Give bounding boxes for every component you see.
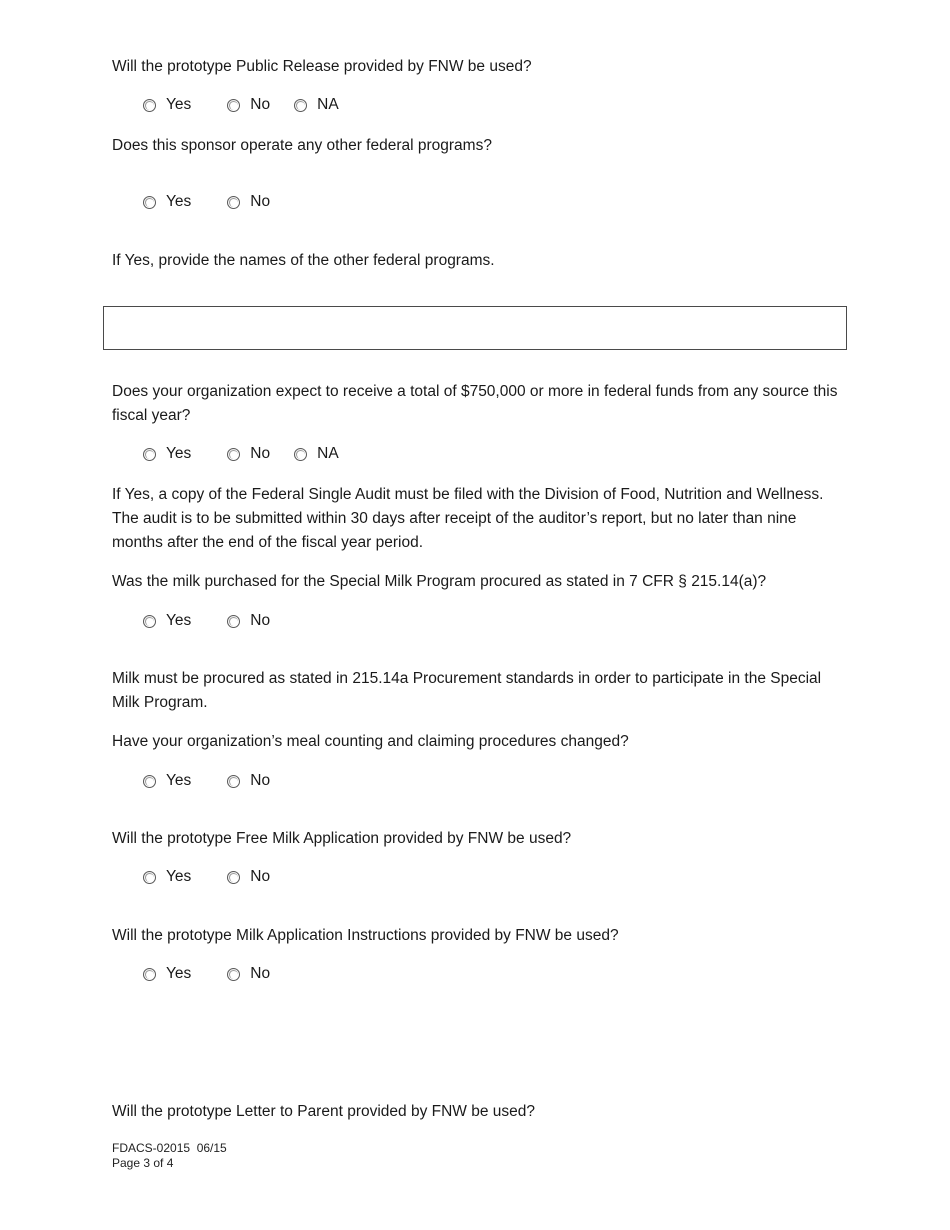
radio-no-meal-counting[interactable]: No: [227, 772, 270, 790]
radio-icon[interactable]: [143, 448, 156, 461]
question-application-instructions: Will the prototype Milk Application Instructions provided by FNW be used?: [112, 927, 619, 944]
radio-group-milk-procurement: [143, 611, 306, 631]
radio-group-other-federal-programs: [143, 192, 306, 212]
radio-icon[interactable]: [227, 968, 240, 981]
radio-icon[interactable]: [294, 99, 307, 112]
radio-no-public-release[interactable]: No: [227, 96, 270, 114]
radio-icon[interactable]: [143, 196, 156, 209]
question-meal-counting: Have your organization’s meal counting and claiming procedures changed?: [112, 733, 629, 750]
page-footer: [112, 1141, 227, 1171]
radio-group-application-instructions: [143, 964, 306, 984]
question-public-release: Will the prototype Public Release provided by FNW be used?: [112, 58, 532, 75]
radio-yes-application-instructions[interactable]: Yes: [143, 965, 191, 983]
form-id: FDACS-02015 06/15: [112, 1141, 227, 1155]
radio-icon[interactable]: [227, 871, 240, 884]
radio-yes-public-release[interactable]: Yes: [143, 96, 191, 114]
procurement-standards-note: Milk must be procured as stated in 215.14a Procurement standards in order to participate in the Special Milk Program.: [112, 670, 822, 711]
radio-icon[interactable]: [294, 448, 307, 461]
radio-no-free-milk-application[interactable]: No: [227, 868, 270, 886]
radio-group-federal-funds: [143, 444, 375, 464]
question-other-federal-programs: Does this sponsor operate any other federal programs?: [112, 137, 492, 154]
radio-icon[interactable]: [143, 968, 156, 981]
radio-icon[interactable]: [143, 871, 156, 884]
radio-group-public-release: [143, 95, 375, 115]
radio-icon[interactable]: [227, 448, 240, 461]
radio-yes-other-federal-programs[interactable]: Yes: [143, 193, 191, 211]
radio-icon[interactable]: [143, 99, 156, 112]
radio-yes-federal-funds[interactable]: Yes: [143, 445, 191, 463]
radio-icon[interactable]: [143, 775, 156, 788]
question-free-milk-application: Will the prototype Free Milk Application provided by FNW be used?: [112, 830, 572, 847]
single-audit-note: If Yes, a copy of the Federal Single Audit must be filed with the Division of Food, Nutrition and Wellness. The audit is to be submitted within 30 days after receipt of the auditor’s report, but no later than nine months after the end of the fiscal year period.: [112, 486, 824, 551]
radio-yes-free-milk-application[interactable]: Yes: [143, 868, 191, 886]
radio-icon[interactable]: [227, 196, 240, 209]
radio-icon[interactable]: [227, 99, 240, 112]
radio-group-meal-counting: [143, 771, 306, 791]
radio-no-federal-funds[interactable]: No: [227, 445, 270, 463]
radio-no-other-federal-programs[interactable]: No: [227, 193, 270, 211]
radio-icon[interactable]: [227, 615, 240, 628]
radio-yes-milk-procurement[interactable]: Yes: [143, 612, 191, 630]
radio-na-public-release[interactable]: NA: [294, 96, 339, 114]
question-federal-program-names: If Yes, provide the names of the other federal programs.: [112, 252, 495, 269]
question-milk-procurement: Was the milk purchased for the Special Milk Program procured as stated in 7 CFR § 215.14(a)?: [112, 573, 767, 590]
page-number: Page 3 of 4: [112, 1156, 174, 1170]
radio-no-milk-procurement[interactable]: No: [227, 612, 270, 630]
federal-program-names-field[interactable]: [103, 306, 847, 350]
radio-icon[interactable]: [143, 615, 156, 628]
radio-group-free-milk-application: [143, 867, 306, 887]
radio-icon[interactable]: [227, 775, 240, 788]
question-letter-to-parent: Will the prototype Letter to Parent provided by FNW be used?: [112, 1103, 536, 1120]
radio-no-application-instructions[interactable]: No: [227, 965, 270, 983]
radio-yes-meal-counting[interactable]: Yes: [143, 772, 191, 790]
question-federal-funds: Does your organization expect to receive a total of $750,000 or more in federal funds from any source this fiscal year?: [112, 383, 838, 424]
radio-na-federal-funds[interactable]: NA: [294, 445, 339, 463]
